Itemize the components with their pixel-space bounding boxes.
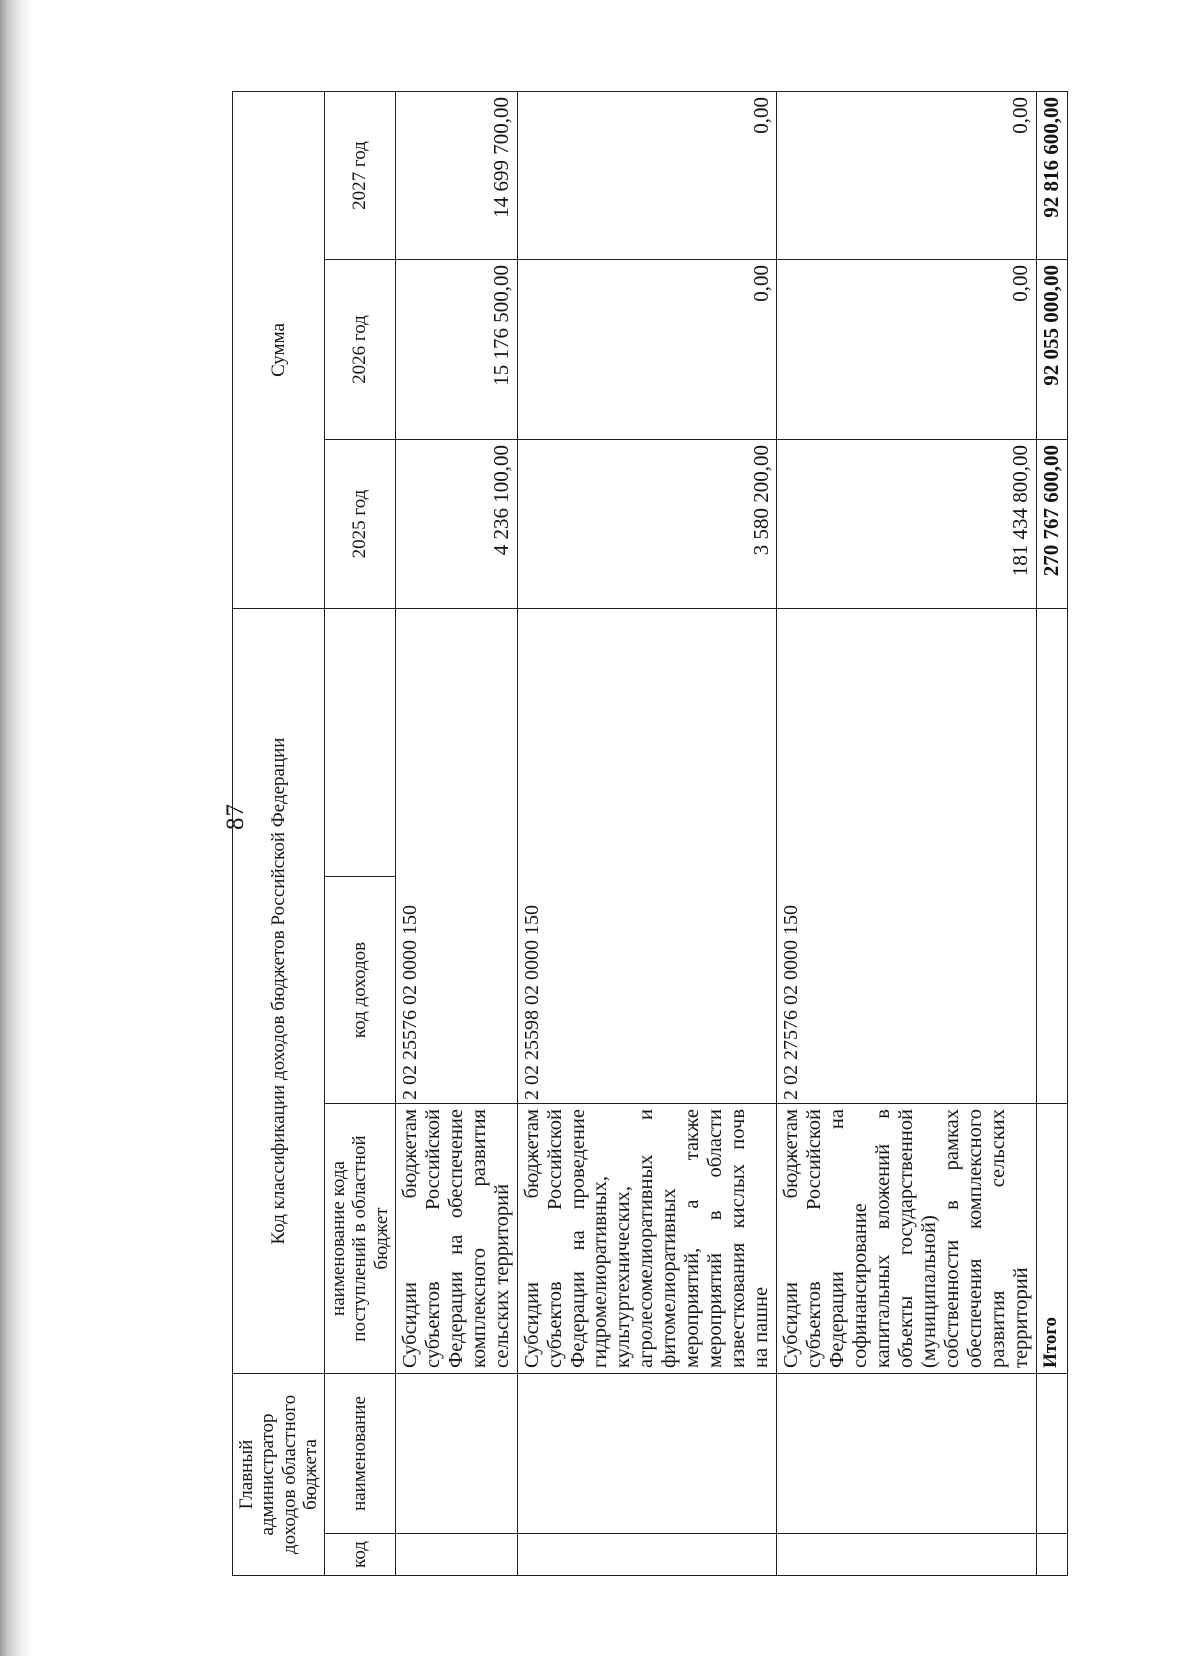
table-row [517, 91, 776, 1575]
header-income-name: наименование кода поступлений в областной бюджет [325, 1104, 396, 1374]
row-2026: 0,00 [777, 260, 1036, 440]
header-income-code: код доходов [325, 877, 396, 1104]
row-2026: 0,00 [517, 260, 776, 440]
row-2027: 14 699 700,00 [395, 91, 517, 259]
row-income-code: 2 02 25576 02 0000 150 [395, 609, 517, 1104]
total-2027: 92 816 600,00 [1036, 91, 1067, 259]
total-income-code-empty [1036, 609, 1067, 1104]
row-2027: 0,00 [777, 91, 1036, 259]
row-2025: 3 580 200,00 [517, 440, 776, 609]
header-admin-group: Главный администратор доходов областного бюджета [233, 1374, 325, 1576]
header-sum-group: Сумма [233, 91, 325, 608]
row-admin-name [517, 1374, 776, 1534]
row-2025: 181 434 800,00 [777, 440, 1036, 609]
row-2025: 4 236 100,00 [395, 440, 517, 609]
table-row [777, 91, 1036, 1575]
header-admin-name: наименование [325, 1374, 396, 1534]
header-2026: 2026 год [325, 260, 396, 440]
income-table [232, 91, 1068, 1576]
scan-edge-shadow [0, 0, 34, 1656]
row-description: Субсидии бюджетам субъектов Российской Федерации на софинансирование капитальных вложений в объекты государственной (муниципальной) собственности в рамках обеспечения комплексного развития сельских территорий [777, 1104, 1036, 1374]
row-2026: 15 176 500,00 [395, 260, 517, 440]
row-income-code: 2 02 27576 02 0000 150 [777, 609, 1036, 1104]
row-code [395, 1534, 517, 1576]
row-code [517, 1534, 776, 1576]
total-code-empty [1036, 1534, 1067, 1576]
row-admin-name [395, 1374, 517, 1534]
row-description: Субсидии бюджетам субъектов Российской Федерации на проведение гидромелиоративных, культуртехнических, агролесомелиоративных и фитомелиоративных мероприятий, а также мероприятий в области известкования кислых почв на пашне [517, 1104, 776, 1374]
header-placeholder-merged [325, 609, 396, 877]
page-number: 87 [222, 803, 249, 830]
total-admin-empty [1036, 1374, 1067, 1534]
total-2025: 270 767 600,00 [1036, 440, 1067, 609]
rotated-table-sheet [232, 88, 1064, 1576]
total-label: Итого [1036, 1104, 1067, 1374]
total-2026: 92 055 000,00 [1036, 260, 1067, 440]
row-2027: 0,00 [517, 91, 776, 259]
header-2027: 2027 год [325, 91, 396, 259]
row-admin-name [777, 1374, 1036, 1534]
table-row [395, 91, 517, 1575]
header-2025: 2025 год [325, 440, 396, 609]
row-income-code: 2 02 25598 02 0000 150 [517, 609, 776, 1104]
total-row [1036, 91, 1067, 1575]
row-description: Субсидии бюджетам субъектов Российской Федерации на обеспечение комплексного развития сельских территорий [395, 1104, 517, 1374]
header-code: код [325, 1534, 396, 1576]
row-code [777, 1534, 1036, 1576]
header-classification-group: Код классификации доходов бюджетов Российской Федерации [233, 609, 325, 1374]
